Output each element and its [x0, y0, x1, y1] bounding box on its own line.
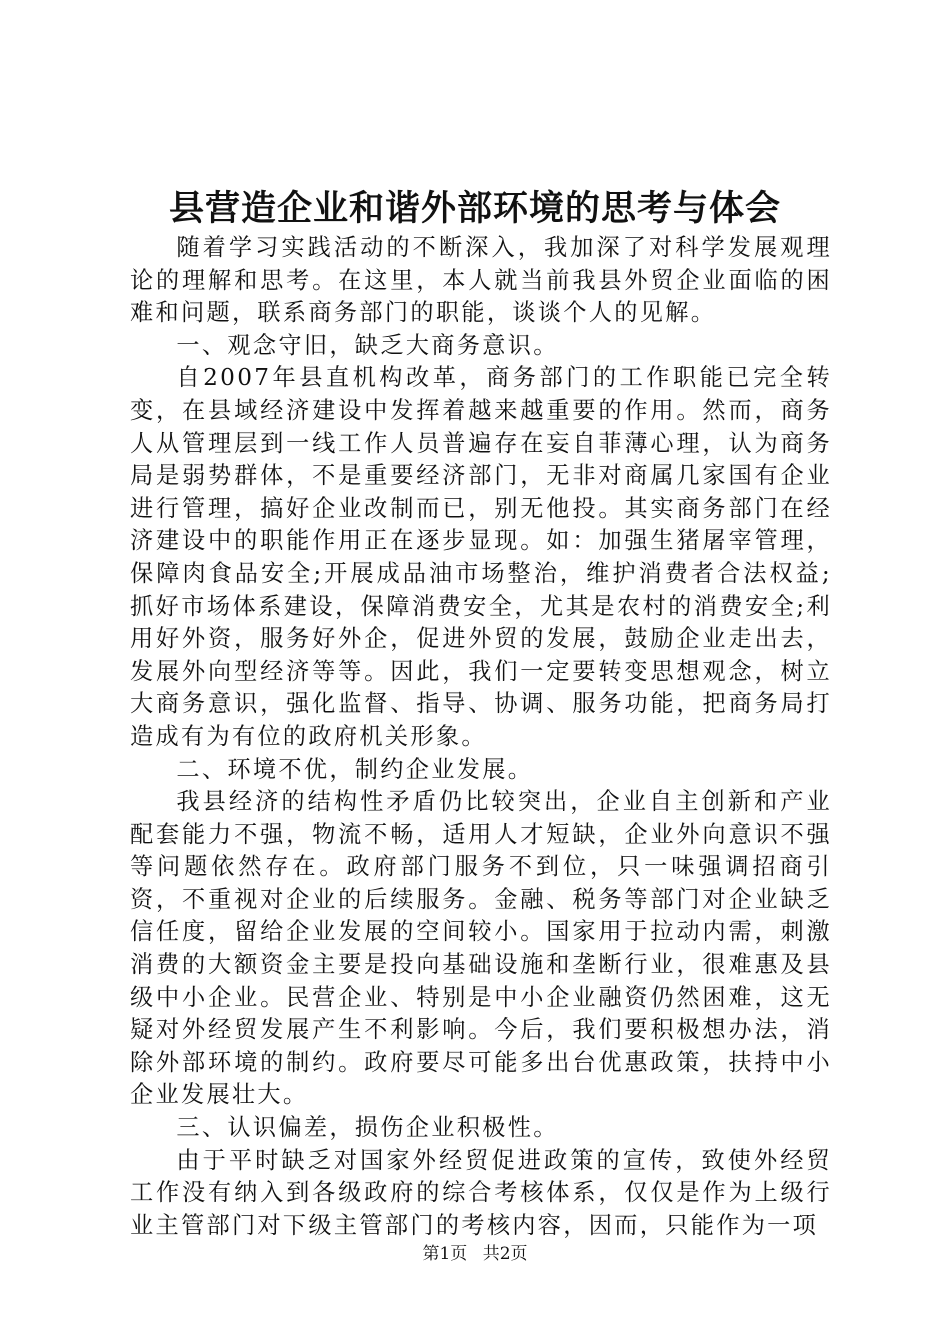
paragraph-intro: 随着学习实践活动的不断深入，我加深了对科学发展观理论的理解和思考。在这里，本人就当前我县外贸企业面临的困难和问题，联系商务部门的职能，谈谈个人的见解。 — [130, 234, 832, 327]
paragraph-section-1: 自2007年县直机构改革，商务部门的工作职能已完全转变，在县域经济建设中发挥着越来越重要的作用。然而，商务人从管理层到一线工作人员普遍存在妄自菲薄心理，认为商务局是弱势群体，不是重要经济部门，无非对商属几家国有企业进行管理，搞好企业改制而已，别无他投。其实商务部门在经济建设中的职能作用正在逐步显现。如：加强生猪屠宰管理，保障肉食品安全;开展成品油市场整治，维护消费者合法权益;抓好市场体系建设，保障消费安全，尤其是农村的消费安全;利用好外资，服务好外企，促进外贸的发展，鼓励企业走出去，发展外向型经济等等。因此，我们一定要转变思想观念，树立大商务意识，强化监督、指导、协调、服务功能，把商务局打造成有为有位的政府机关形象。 — [130, 364, 832, 750]
section-heading-1: 一、观念守旧，缺乏大商务意识。 — [176, 331, 559, 359]
page-footer — [0, 1242, 950, 1266]
document-title: 县营造企业和谐外部环境的思考与体会 — [168, 188, 781, 229]
page-number: 第1页 — [422, 1244, 468, 1264]
document-body — [130, 232, 832, 1242]
section-heading-3: 三、认识偏差，损伤企业积极性。 — [176, 1114, 559, 1142]
section-heading-2: 二、环境不优，制约企业发展。 — [176, 755, 534, 783]
paragraph-section-2: 我县经济的结构性矛盾仍比较突出，企业自主创新和产业配套能力不强，物流不畅，适用人才短缺，企业外向意识不强等问题依然存在。政府部门服务不到位，只一味强调招商引资，不重视对企业的后续服务。金融、税务等部门对企业缺乏信任度，留给企业发展的空间较小。国家用于拉动内需，刺激消费的大额资金主要是投向基础设施和垄断行业，很难惠及县级中小企业。民营企业、特别是中小企业融资仍然困难，这无疑对外经贸发展产生不利影响。今后，我们要积极想办法，消除外部环境的制约。政府要尽可能多出台优惠政策，扶持中小企业发展壮大。 — [130, 788, 832, 1109]
paragraph-section-3: 由于平时缺乏对国家外经贸促进政策的宣传，致使外经贸工作没有纳入到各级政府的综合考核体系，仅仅是作为上级行业主管部门对下级主管部门的考核内容，因而，只能作为一项 — [130, 1146, 832, 1239]
page-total: 共2页 — [482, 1244, 528, 1264]
